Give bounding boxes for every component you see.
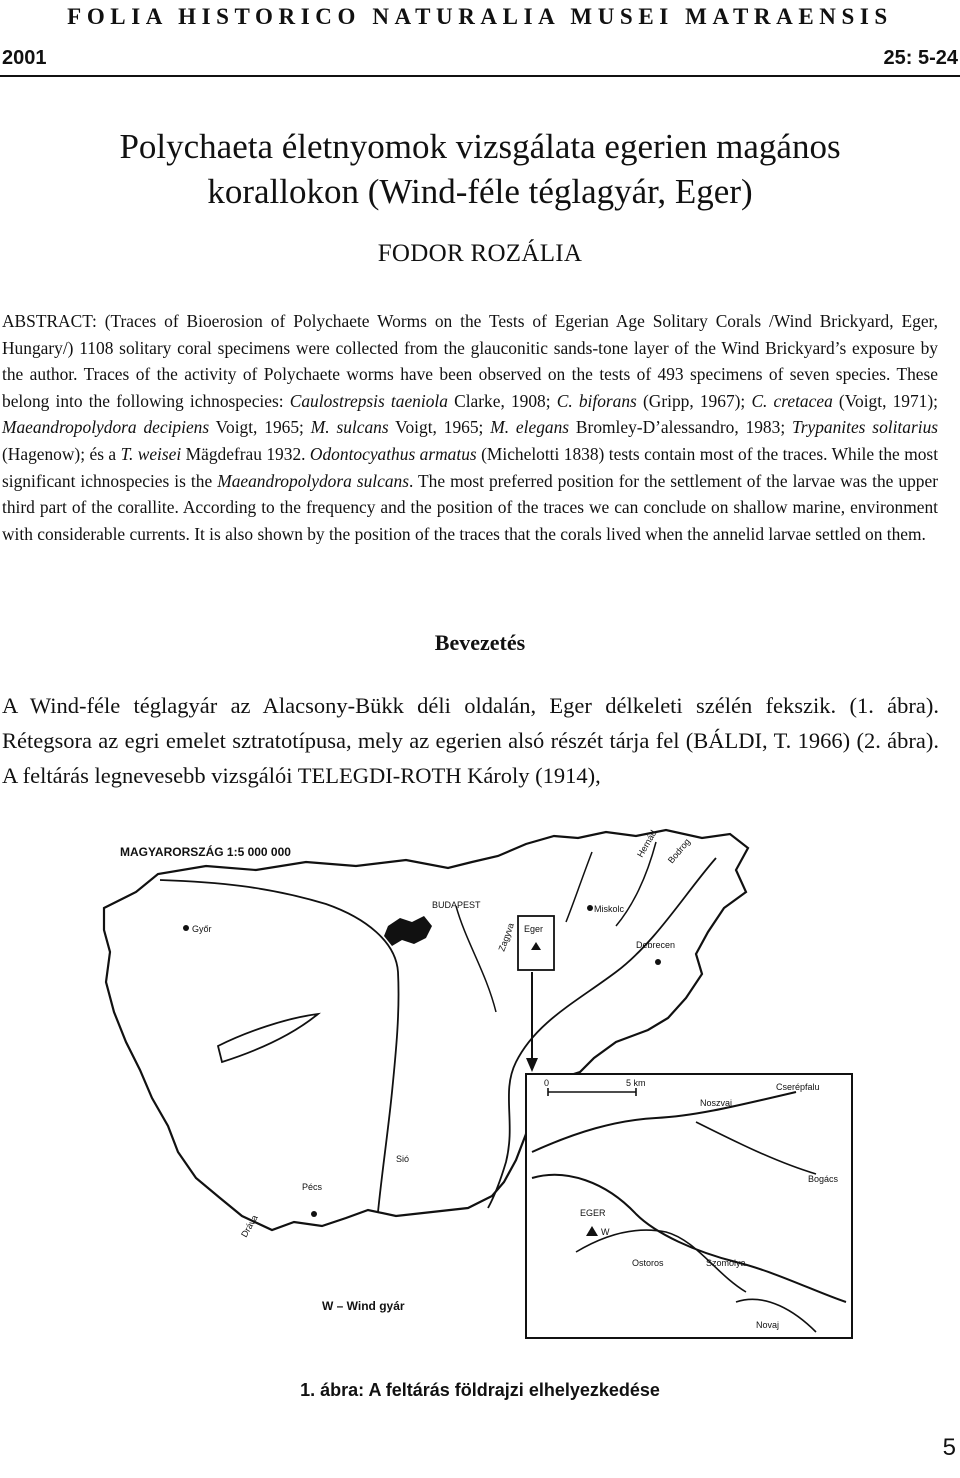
species-name: C. biforans (556, 390, 637, 411)
abstract (2, 308, 938, 547)
river-label-zagyva: Zagyva (496, 921, 516, 953)
city-dot (311, 1211, 317, 1217)
city-gyor: Győr (192, 924, 212, 934)
location-map (96, 822, 856, 1354)
article-title-line-2: korallokon (Wind-féle téglagyár, Eger) (207, 172, 753, 211)
article-author: FODOR ROZÁLIA (377, 240, 583, 267)
abstract-text: . The most preferred position for the settlement of the larvae was the upper third part of the corallite. According to the frequency and the position of the traces we can conclude on shallow marine, environment with considerable currents. It is also shown by the position of the traces that the corals lived when the annelid larvae settled on them. (2, 470, 938, 544)
river-label-sio: Sió (396, 1154, 410, 1164)
city-budapest: BUDAPEST (432, 900, 481, 910)
page-number: 5 (942, 1434, 956, 1461)
species-name: T. weisei (120, 443, 182, 464)
river-label-hernad: Hernád (635, 828, 659, 859)
lake-balaton (218, 1014, 318, 1062)
figure-caption: 1. ábra: A feltárás földrajzi elhelyezkedése (300, 1380, 660, 1400)
journal-year: 2001 (2, 47, 47, 69)
city-debrecen: Debrecen (636, 940, 676, 950)
article-title-line-1: Polychaeta életnyomok vizsgálata egerien magános (119, 127, 841, 166)
river-label-bodrog: Bodrog (665, 836, 693, 866)
city-dot (655, 959, 661, 965)
scale-start: 0 (544, 1078, 550, 1088)
city-pecs: Pécs (302, 1182, 323, 1192)
species-name: C. cretacea (751, 390, 833, 411)
place-noszvaj: Noszvaj (700, 1098, 733, 1108)
map-legend: W – Wind gyár (322, 1299, 405, 1313)
section-body: A Wind-féle téglagyár az Alacsony-Bükk déli oldalán, Eger délkeleti szélén fekszik. (1. ábra). Rétegsora az egri emelet sztratotípusa, mely az egerien alsó részét tárja fel (BÁLDI, T. 1966) (2. ábra). A feltárás legnevesebb vizsgálói TELEGDI-ROTH Károly (1914), (2, 693, 939, 788)
city-dot (183, 925, 189, 931)
species-name: Caulostrepsis taeniola (289, 390, 448, 411)
place-cserepfalu: Cserépfalu (776, 1082, 820, 1092)
abstract-text: Voigt, 1965; (209, 417, 311, 438)
abstract-text: Clarke, 1908; (447, 390, 557, 411)
journal-name: FOLIA HISTORICO NATURALIA MUSEI MATRAENSIS (67, 4, 893, 29)
species-name: Odontocyathus armatus (309, 443, 477, 464)
place-szomolya: Szomolya (706, 1258, 746, 1268)
abstract-text: Bromley-D’alessandro, 1983; (569, 417, 793, 438)
arrow-head-icon (526, 1058, 538, 1072)
map-title: MAGYARORSZÁG 1:5 000 000 (120, 845, 291, 859)
species-name: Trypanites solitarius (792, 417, 939, 438)
abstract-text: (Michelotti 1838) tests contain most of the traces. While the most significant ichnospecies is the (2, 443, 939, 491)
river-zagyva (456, 906, 496, 1012)
place-bogacs: Bogács (808, 1174, 839, 1184)
inset-map-frame (526, 1074, 852, 1338)
section-heading: Bevezetés (434, 630, 526, 655)
river-label-drava: Dráva (239, 1213, 260, 1239)
species-name: M. elegans (490, 417, 570, 438)
abstract-text: (Hagenow); és a (2, 443, 121, 464)
river-sajo (566, 852, 592, 922)
species-name: M. sulcans (310, 417, 389, 438)
budapest-area (384, 916, 432, 946)
abstract-text: (Gripp, 1967); (636, 390, 752, 411)
abstract-text: ABSTRACT: (Traces of Bioerosion of Polychaete Worms on the Tests of Egerian Age Solitary Corals /Wind Brickyard, Eger, Hungary/) 1108 solitary coral specimens were collected from the glauconitic sands-tone layer of the Wind Brickyard’s exposure by the author. Traces of the activity of Polychaete worms have been observed on the tests of 493 specimens of seven species. These belong into the following ichnospecies: (2, 311, 938, 411)
species-name: Maeandropolydora decipiens (2, 417, 210, 438)
abstract-text: Mägdefrau 1932. (181, 443, 310, 464)
abstract-text: (Voigt, 1971); (832, 390, 938, 411)
journal-volume-pages: 25: 5-24 (883, 47, 958, 69)
species-name: Maeandropolydora sulcans (217, 470, 409, 491)
city-miskolc: Miskolc (594, 904, 625, 914)
place-eger: EGER (580, 1208, 606, 1218)
journal-meta (0, 43, 960, 77)
abstract-text: Voigt, 1965; (388, 417, 491, 438)
city-eger: Eger (524, 924, 544, 934)
article-title (0, 124, 960, 214)
place-ostoros: Ostoros (632, 1258, 664, 1268)
header-rule (0, 75, 960, 77)
place-novaj: Novaj (756, 1320, 780, 1330)
city-dot (587, 905, 593, 911)
location-map-figure (96, 822, 856, 1354)
scale-end: 5 km (626, 1078, 646, 1088)
place-w: W (601, 1227, 610, 1237)
